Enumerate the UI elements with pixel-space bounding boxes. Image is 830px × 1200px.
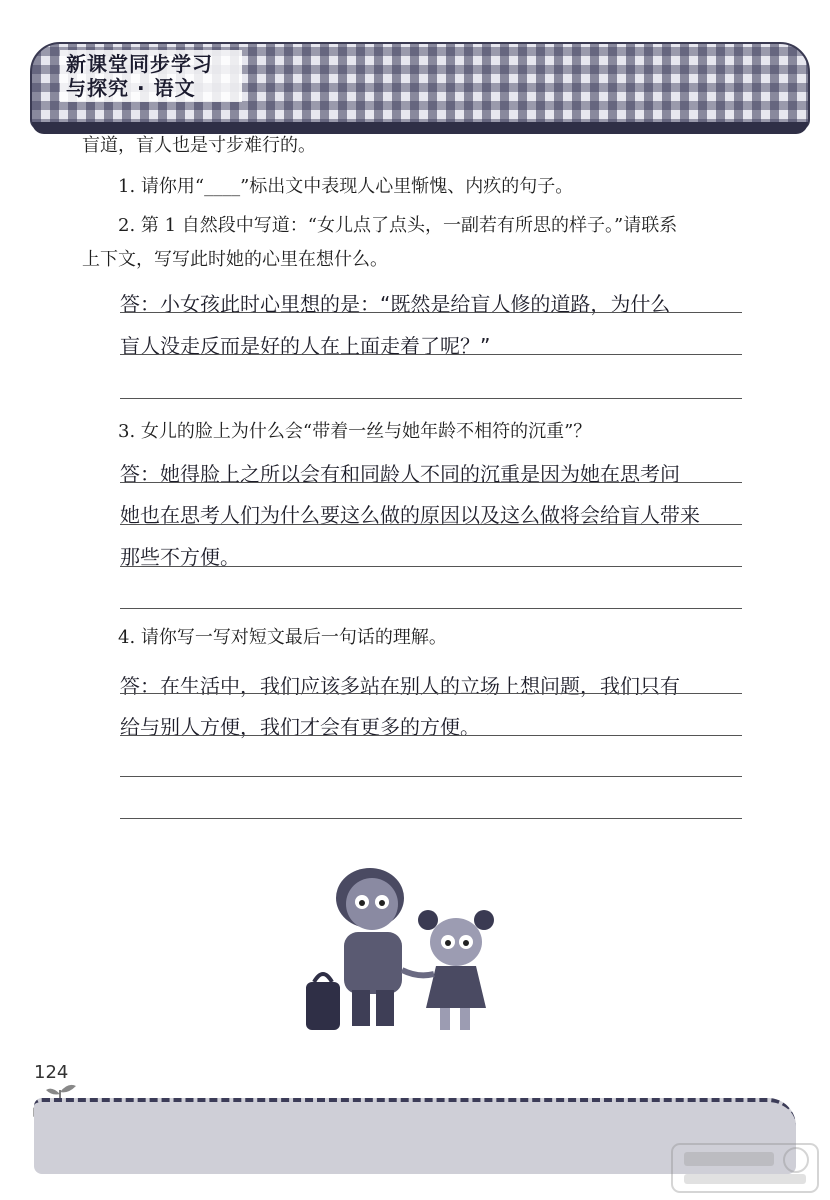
mxqe-watermark-logo bbox=[670, 1142, 820, 1194]
answer-3-line-2: 她也在思考人们为什么要这么做的原因以及这么做将会给盲人带来 bbox=[120, 503, 700, 527]
question-4: 4. 请你写一写对短文最后一句话的理解。 bbox=[118, 627, 447, 648]
subject-label: 语文 bbox=[153, 76, 196, 100]
answer-rule bbox=[120, 693, 742, 694]
answer-3-line-1: 答：她得脸上之所以会有和同龄人不同的沉重是因为她在思考问 bbox=[120, 462, 680, 486]
intro-line: 盲道，盲人也是寸步难行的。 bbox=[82, 135, 316, 156]
answer-4-line-1: 答：在生活中，我们应该多站在别人的立场上想问题，我们只有 bbox=[120, 674, 680, 698]
question-3: 3. 女儿的脸上为什么会“带着一丝与她年龄不相符的沉重”？ bbox=[118, 421, 592, 442]
title-line-1: 新课堂同步学习 bbox=[66, 52, 213, 76]
answer-rule bbox=[120, 735, 742, 736]
answer-3-line-3: 那些不方便。 bbox=[120, 545, 240, 569]
answer-rule bbox=[120, 566, 742, 567]
answer-rule bbox=[120, 482, 742, 483]
answer-rule bbox=[120, 398, 742, 399]
answer-rule bbox=[120, 776, 742, 777]
book-series-title bbox=[60, 50, 242, 102]
title-line-2 bbox=[66, 76, 236, 100]
answer-4-line-2: 给与别人方便，我们才会有更多的方便。 bbox=[120, 715, 480, 739]
answer-2-line-1: 答：小女孩此时心里想的是：“既然是给盲人修的道路，为什么 bbox=[120, 292, 671, 316]
answer-rule bbox=[120, 608, 742, 609]
answer-rule bbox=[120, 312, 742, 313]
question-1: 1. 请你用“____”标出文中表现人心里惭愧、内疚的句子。 bbox=[118, 176, 574, 197]
title-separator: · bbox=[137, 76, 146, 100]
answer-rule bbox=[120, 354, 742, 355]
grandfather-and-girl-illustration bbox=[300, 860, 520, 1040]
page-number: 124 bbox=[34, 1062, 69, 1083]
question-2-line-2: 上下文，写写此时她的心里在想什么。 bbox=[82, 249, 388, 270]
answer-rule bbox=[120, 524, 742, 525]
title-part-a: 与探究 bbox=[66, 76, 129, 100]
answer-rule bbox=[120, 818, 742, 819]
question-2-line-1: 2. 第 1 自然段中写道：“女儿点了点头，一副若有所思的样子。”请联系 bbox=[118, 215, 678, 236]
answer-2-line-2: 盲人没走反而是好的人在上面走着了呢？” bbox=[120, 334, 491, 358]
